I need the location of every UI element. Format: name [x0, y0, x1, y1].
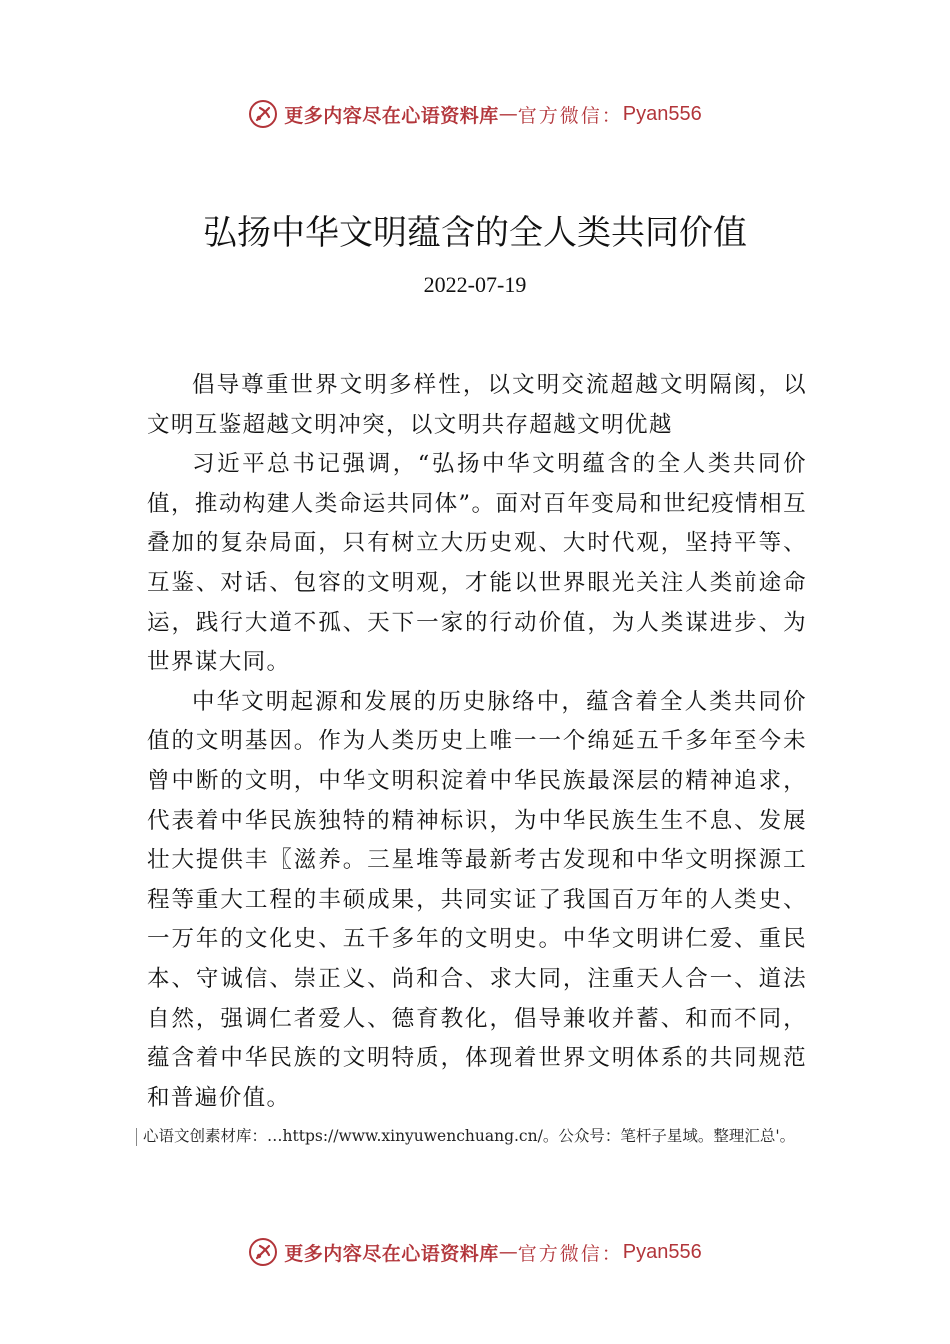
banner-wechat-label: 官方微信：: [517, 104, 623, 127]
article-body: [147, 366, 807, 1118]
source-text: 心语文创素材库：…https://www.xinyuwenchuang.cn/。公众号：笔杆子星域。整理汇总'。: [143, 1127, 796, 1145]
paragraph: 倡导尊重世界文明多样性，以文明交流超越文明隔阂，以文明互鉴超越文明冲突，以文明共存超越文明优越: [147, 372, 807, 438]
article-date: 2022-07-19: [423, 272, 527, 297]
article-title: 弘扬中华文明蕴含的全人类共同价值: [203, 213, 747, 253]
logo-icon: [248, 1237, 278, 1267]
banner-text: 更多内容尽在心语资料库: [284, 1242, 499, 1265]
banner-dash: —: [498, 1241, 518, 1263]
paragraph: 习近平总书记强调，“弘扬中华文明蕴含的全人类共同价值，推动构建人类命运共同体”。面对百年变局和世纪疫情相互叠加的复杂局面，只有树立大历史观、大时代观，坚持平等、互鉴、对话、包容的文明观，才能以世界眼光关注人类前途命运，践行大道不孤、天下一家的行动价值，为人类谋进步、为世界谋大同。: [147, 451, 807, 676]
paragraph: 中华文明起源和发展的历史脉络中，蕴含着全人类共同价值的文明基因。作为人类历史上唯一一个绵延五千多年至今未曾中断的文明，中华文明积淀着中华民族最深层的精神追求，代表着中华民族独特的精神标识，为中华民族生生不息、发展壮大提供丰〖滋养。三星堆等最新考古发现和中华文明探源工程等重大工程的丰硕成果，共同实证了我国百万年的人类史、一万年的文化史、五千多年的文明史。中华文明讲仁爱、重民本、守诚信、崇正义、尚和合、求大同，注重天人合一、道法自然，强调仁者爱人、德育教化，倡导兼收并蓄、和而不同，蕴含着中华民族的文明特质，体现着世界文明体系的共同规范和普遍价值。: [147, 688, 807, 1111]
banner-text: 更多内容尽在心语资料库: [284, 104, 499, 127]
banner-dash: —: [498, 103, 518, 125]
banner-wechat-label: 官方微信：: [517, 1242, 623, 1265]
banner-wechat-id: Pyan556: [622, 102, 702, 125]
source-divider: [136, 1128, 137, 1146]
source-line: [136, 1124, 896, 1146]
banner-wechat-id: Pyan556: [622, 1240, 702, 1263]
logo-icon: [248, 99, 278, 129]
footer-banner: [0, 1232, 950, 1272]
header-banner: [0, 94, 950, 134]
